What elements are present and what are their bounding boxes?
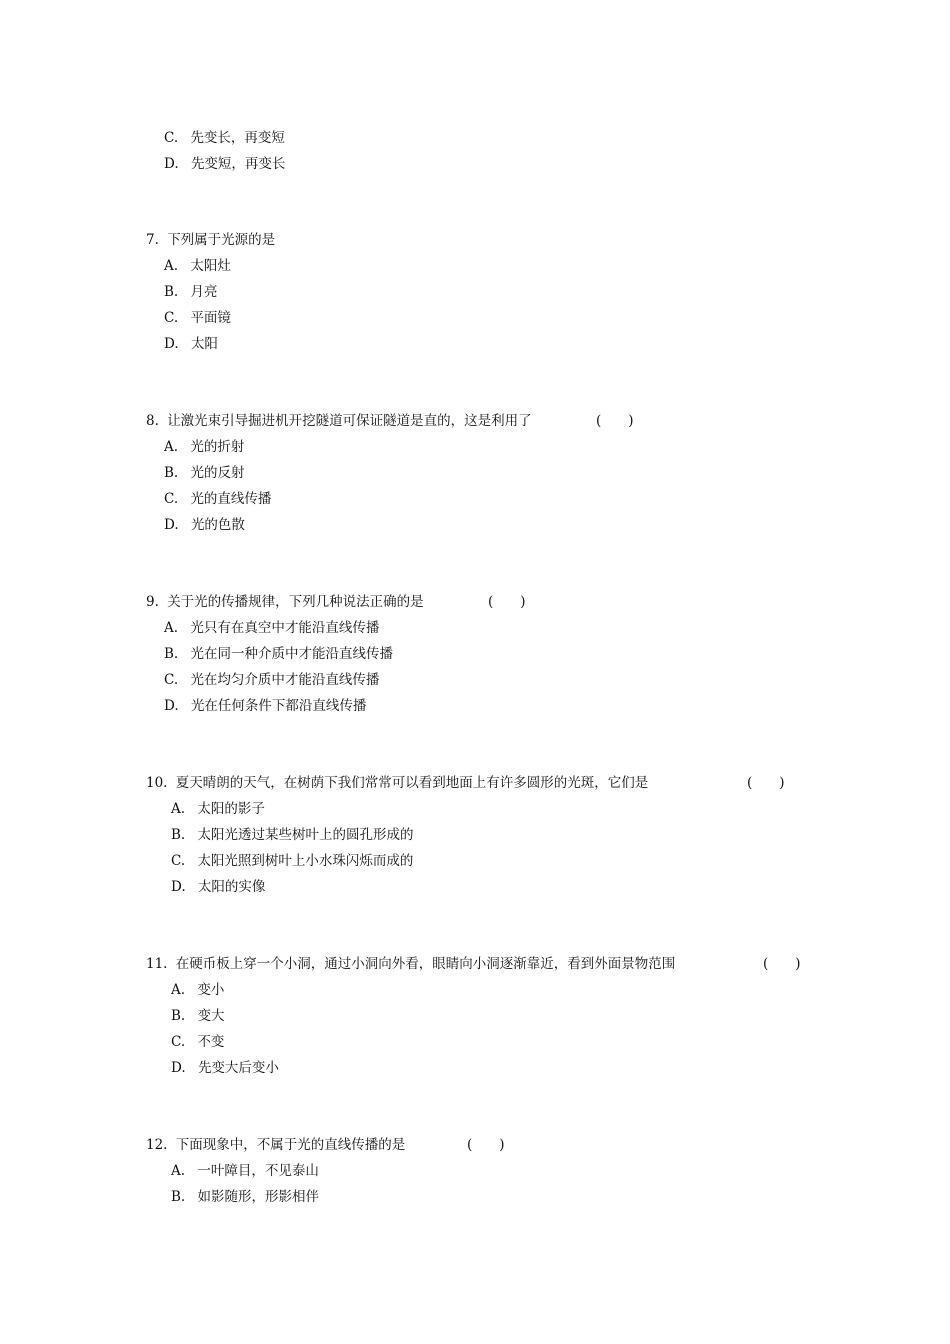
question-8-option-d (164, 516, 245, 534)
question-12-option-b (171, 1188, 319, 1206)
option-text: 月亮 (190, 284, 218, 300)
option-letter: C. (164, 310, 179, 326)
option-text: 光在任何条件下都沿直线传播 (190, 698, 367, 714)
option-letter: A. (171, 1163, 186, 1179)
question-8-option-c (164, 490, 271, 508)
question-12-stem (146, 1136, 405, 1154)
option-text: 太阳的影子 (197, 801, 265, 817)
option-text: 光的折射 (190, 439, 245, 455)
question-text: 夏天晴朗的天气，在树荫下我们常常可以看到地面上有许多圆形的光斑，它们是 (175, 775, 649, 791)
question-7-stem (146, 231, 275, 249)
option-letter: B. (164, 646, 179, 662)
question-number: 9. (146, 594, 159, 610)
option-letter: B. (164, 465, 179, 481)
question-7-option-c (164, 309, 231, 327)
option-text: 太阳的实像 (197, 879, 266, 895)
option-letter: A. (171, 982, 186, 998)
question-11-option-c (171, 1033, 224, 1051)
option-letter: C. (164, 491, 179, 507)
option-letter: D. (164, 156, 179, 172)
option-letter: C. (164, 130, 179, 146)
question-10-option-c (171, 852, 413, 870)
option-letter: B. (171, 827, 186, 843)
question-11-stem (146, 955, 675, 973)
question-10-option-a (171, 800, 265, 818)
question-7-option-b (164, 283, 218, 301)
question-number: 11. (146, 956, 168, 972)
answer-bracket: ( ) (467, 1137, 505, 1153)
option-text: 变大 (197, 1008, 225, 1024)
question-9-option-b (164, 645, 393, 663)
option-letter: B. (171, 1189, 186, 1205)
option-text: 先变长，再变短 (190, 130, 285, 146)
option-text: 光在同一种介质中才能沿直线传播 (190, 646, 394, 662)
question-text: 下面现象中，不属于光的直线传播的是 (175, 1137, 406, 1153)
question-9-option-d (164, 697, 366, 715)
option-text: 光的反射 (190, 465, 245, 481)
question-8-option-a (164, 438, 244, 456)
option-letter: D. (164, 517, 179, 533)
question-text: 关于光的传播规律，下列几种说法正确的是 (167, 594, 424, 610)
question-11-option-d (171, 1059, 279, 1077)
option-text: 如影随形，形影相伴 (197, 1189, 320, 1205)
option-letter: A. (164, 439, 179, 455)
question-8-option-b (164, 464, 245, 482)
question-9-option-a (164, 619, 379, 637)
option-letter: C. (171, 1034, 186, 1050)
question-9-stem (146, 593, 424, 611)
option-letter: B. (164, 284, 179, 300)
option-letter: A. (164, 620, 179, 636)
option-letter: D. (171, 1060, 186, 1076)
option-text: 光的直线传播 (190, 491, 272, 507)
question-number: 7. (146, 232, 159, 248)
answer-bracket: ( ) (763, 956, 801, 972)
option-letter: C. (171, 853, 186, 869)
carryover-option-d (164, 155, 285, 173)
option-letter: D. (171, 879, 186, 895)
option-text: 不变 (197, 1034, 225, 1050)
option-text: 先变短，再变长 (190, 156, 286, 172)
question-10-stem (146, 774, 648, 792)
option-text: 变小 (197, 982, 225, 998)
question-12-option-a (171, 1162, 319, 1180)
question-11-option-b (171, 1007, 225, 1025)
option-text: 一叶障目，不见泰山 (197, 1163, 319, 1179)
question-number: 8. (146, 413, 159, 429)
question-10-option-d (171, 878, 265, 896)
answer-bracket: ( ) (747, 775, 785, 791)
option-text: 太阳灶 (190, 258, 231, 274)
option-letter: D. (164, 336, 179, 352)
question-7-option-d (164, 335, 218, 353)
option-text: 太阳光照到树叶上小水珠闪烁而成的 (197, 853, 414, 869)
option-text: 光只有在真空中才能沿直线传播 (190, 620, 380, 636)
option-text: 先变大后变小 (197, 1060, 279, 1076)
question-number: 12. (146, 1137, 168, 1153)
answer-bracket: ( ) (596, 413, 634, 429)
option-text: 光的色散 (190, 517, 245, 533)
option-letter: B. (171, 1008, 186, 1024)
option-letter: A. (171, 801, 186, 817)
option-text: 太阳光透过某些树叶上的圆孔形成的 (197, 827, 414, 843)
question-11-option-a (171, 981, 224, 999)
question-10-option-b (171, 826, 414, 844)
question-8-stem (146, 412, 532, 430)
question-text: 在硬币板上穿一个小洞，通过小洞向外看，眼睛向小洞逐渐靠近，看到外面景物范围 (175, 956, 676, 972)
option-text: 光在均匀介质中才能沿直线传播 (190, 672, 380, 688)
question-text: 下列属于光源的是 (167, 232, 276, 248)
question-7-option-a (164, 257, 231, 275)
answer-bracket: ( ) (488, 594, 526, 610)
option-letter: C. (164, 672, 179, 688)
question-9-option-c (164, 671, 379, 689)
option-letter: A. (164, 258, 179, 274)
question-text: 让激光束引导掘进机开挖隧道可保证隧道是直的，这是利用了 (167, 413, 532, 429)
option-text: 平面镜 (190, 310, 231, 326)
question-number: 10. (146, 775, 168, 791)
option-letter: D. (164, 698, 179, 714)
option-text: 太阳 (190, 336, 218, 352)
carryover-option-c (164, 129, 285, 147)
